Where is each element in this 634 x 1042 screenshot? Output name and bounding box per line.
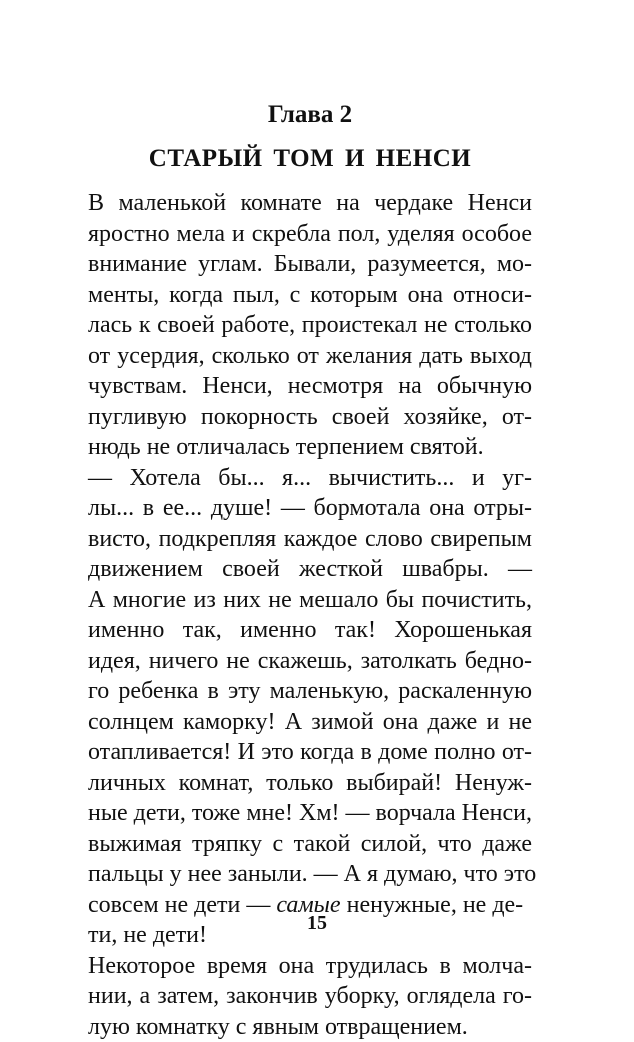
text-line: лась к своей работе, проистекал не столько (88, 310, 532, 341)
emphasis-text: самые (276, 892, 340, 918)
paragraph-1 (88, 188, 532, 463)
text-line: выжимая тряпку с такой силой, что даже (88, 829, 532, 860)
text-line: пугливую покорность своей хозяйке, от- (88, 402, 532, 433)
text-line: В маленькой комнате на чердаке Ненси (88, 188, 532, 219)
text-line: внимание углам. Бывали, разумеется, мо- (88, 249, 532, 280)
text-line: яростно мела и скребла пол, уделяя особое (88, 219, 532, 250)
text-line: ные дети, тоже мне! Хм! — ворчала Ненси, (88, 798, 532, 829)
text-line: от усердия, сколько от желания дать выход (88, 341, 532, 372)
text-line: лы... в ее... душе! — бормотала она отры- (88, 493, 532, 524)
text-line: — Хотела бы... я... вычистить... и уг- (88, 463, 532, 494)
text-line: идея, ничего не скажешь, затолкать бедно- (88, 646, 532, 677)
book-page (88, 100, 532, 1042)
paragraph-2 (88, 463, 532, 951)
text-line: ти, не дети! (88, 920, 532, 951)
text-line: менты, когда пыл, с которым она относи- (88, 280, 532, 311)
text-line: А многие из них не мешало бы почистить, (88, 585, 532, 616)
paragraph-3 (88, 951, 532, 1042)
text-line: Некоторое время она трудилась в молча- (88, 951, 532, 982)
text-line: го ребенка в эту маленькую, раскаленную (88, 676, 532, 707)
chapter-title: СТАРЫЙ ТОМ И НЕНСИ (88, 144, 532, 174)
text-line: движением своей жесткой швабры. — (88, 554, 532, 585)
text-line: личных комнат, только выбирай! Ненуж- (88, 768, 532, 799)
text-line: нюдь не отличалась терпением святой. (88, 432, 532, 463)
chapter-number: Глава 2 (88, 100, 532, 130)
text-segment: ненужные, не де- (341, 892, 524, 918)
text-line: лую комнатку с явным отвращением. (88, 1012, 532, 1042)
text-line: отапливается! И это когда в доме полно от- (88, 737, 532, 768)
text-line: солнцем каморку! А зимой она даже и не (88, 707, 532, 738)
text-line: нии, а затем, закончив уборку, оглядела го- (88, 981, 532, 1012)
text-line: пальцы у нее заныли. — А я думаю, что это (88, 859, 532, 890)
text-segment: совсем не дети — (88, 892, 276, 918)
text-line: именно так, именно так! Хорошенькая (88, 615, 532, 646)
text-line: висто, подкрепляя каждое слово свирепым (88, 524, 532, 555)
page-number: 15 (0, 912, 634, 935)
text-line: чувствам. Ненси, несмотря на обычную (88, 371, 532, 402)
